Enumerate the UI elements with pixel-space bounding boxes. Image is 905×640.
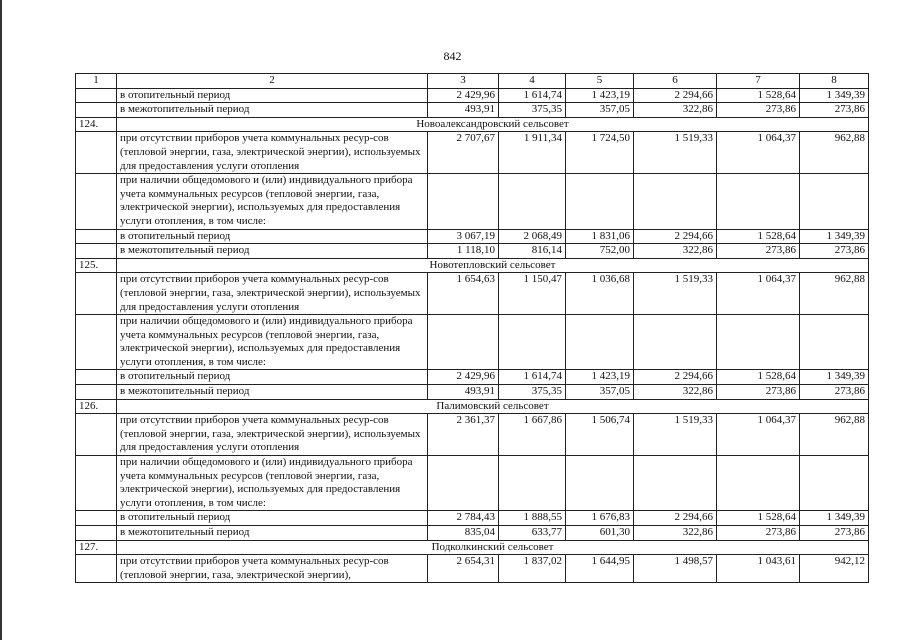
column-header: 1 — [76, 74, 117, 89]
value-cell: 375,35 — [499, 103, 566, 118]
value-cell: 1 519,33 — [634, 273, 717, 315]
value-cell: 2 068,49 — [499, 229, 566, 244]
value-cell — [800, 456, 869, 511]
table-row — [76, 229, 869, 244]
row-label: в межотопительный период — [117, 526, 428, 541]
value-cell: 1 043,61 — [717, 555, 800, 583]
value-cell: 322,86 — [634, 244, 717, 259]
table-row — [76, 103, 869, 118]
column-header: 4 — [499, 74, 566, 89]
value-cell: 1 349,39 — [800, 511, 869, 526]
row-number-cell — [76, 273, 117, 315]
value-cell: 1 064,37 — [717, 132, 800, 174]
row-label: при отсутствии приборов учета коммунальных ресур-сов (тепловой энергии, газа, электрической энергии), — [117, 555, 428, 583]
value-cell: 1 676,83 — [566, 511, 634, 526]
table-row — [76, 315, 869, 370]
value-cell: 1 519,33 — [634, 414, 717, 456]
value-cell — [566, 174, 634, 229]
column-header: 5 — [566, 74, 634, 89]
value-cell: 3 067,19 — [428, 229, 499, 244]
column-header: 6 — [634, 74, 717, 89]
value-cell: 1 654,63 — [428, 273, 499, 315]
value-cell: 1 831,06 — [566, 229, 634, 244]
value-cell: 322,86 — [634, 103, 717, 118]
value-cell: 1 724,50 — [566, 132, 634, 174]
value-cell: 816,14 — [499, 244, 566, 259]
value-cell: 273,86 — [800, 385, 869, 400]
value-cell: 1 667,86 — [499, 414, 566, 456]
value-cell — [717, 456, 800, 511]
value-cell: 1 614,74 — [499, 370, 566, 385]
value-cell: 2 429,96 — [428, 88, 499, 103]
value-cell: 2 784,43 — [428, 511, 499, 526]
value-cell — [428, 315, 499, 370]
value-cell: 1 349,39 — [800, 229, 869, 244]
value-cell: 322,86 — [634, 526, 717, 541]
value-cell: 2 654,31 — [428, 555, 499, 583]
row-number-cell — [76, 244, 117, 259]
value-cell: 1 644,95 — [566, 555, 634, 583]
value-cell: 2 294,66 — [634, 511, 717, 526]
section-row — [76, 258, 869, 273]
table-row — [76, 385, 869, 400]
column-header: 8 — [800, 74, 869, 89]
table-body — [76, 74, 869, 583]
value-cell: 1 349,39 — [800, 88, 869, 103]
section-title: Новотепловский сельсовет — [117, 258, 869, 273]
row-label: при наличии общедомового и (или) индивидуального прибора учета коммунальных ресурсов (тепловой энергии, газа, электрической энергии), используемых для предоставления услуги отопления, в том числе: — [117, 456, 428, 511]
value-cell: 273,86 — [717, 103, 800, 118]
table-row — [76, 555, 869, 583]
value-cell: 1 614,74 — [499, 88, 566, 103]
row-number-cell — [76, 511, 117, 526]
value-cell — [634, 315, 717, 370]
value-cell: 1 528,64 — [717, 229, 800, 244]
row-number-cell — [76, 385, 117, 400]
row-label: в межотопительный период — [117, 244, 428, 259]
row-label: при наличии общедомового и (или) индивидуального прибора учета коммунальных ресурсов (тепловой энергии, газа, электрической энергии), используемых для предоставления услуги отопления, в том числе: — [117, 174, 428, 229]
row-label: при отсутствии приборов учета коммунальных ресур-сов (тепловой энергии, газа, электрической энергии), используемых для предоставления услуги отопления — [117, 414, 428, 456]
value-cell: 1 888,55 — [499, 511, 566, 526]
value-cell: 357,05 — [566, 103, 634, 118]
value-cell — [634, 174, 717, 229]
row-number-cell — [76, 174, 117, 229]
row-number-cell — [76, 370, 117, 385]
value-cell: 273,86 — [717, 526, 800, 541]
value-cell: 2 707,67 — [428, 132, 499, 174]
value-cell: 835,04 — [428, 526, 499, 541]
row-number-cell — [76, 229, 117, 244]
value-cell — [428, 174, 499, 229]
row-number-cell — [76, 88, 117, 103]
value-cell: 273,86 — [800, 103, 869, 118]
value-cell — [428, 456, 499, 511]
tariff-table — [75, 73, 869, 583]
value-cell: 962,88 — [800, 132, 869, 174]
value-cell: 1 506,74 — [566, 414, 634, 456]
value-cell — [499, 174, 566, 229]
row-number-cell — [76, 456, 117, 511]
value-cell: 1 519,33 — [634, 132, 717, 174]
value-cell: 1 423,19 — [566, 88, 634, 103]
table-row — [76, 174, 869, 229]
value-cell — [499, 456, 566, 511]
value-cell: 2 294,66 — [634, 370, 717, 385]
row-label: при отсутствии приборов учета коммунальных ресур-сов (тепловой энергии, газа, электрической энергии), используемых для предоставления услуги отопления — [117, 132, 428, 174]
value-cell: 357,05 — [566, 385, 634, 400]
value-cell: 1 837,02 — [499, 555, 566, 583]
value-cell: 493,91 — [428, 385, 499, 400]
table-row — [76, 526, 869, 541]
section-title: Палимовский сельсовет — [117, 399, 869, 414]
value-cell: 322,86 — [634, 385, 717, 400]
table-row — [76, 370, 869, 385]
row-number-cell — [76, 414, 117, 456]
value-cell — [800, 174, 869, 229]
row-number-cell — [76, 315, 117, 370]
value-cell: 1 064,37 — [717, 414, 800, 456]
section-number: 127. — [76, 540, 117, 555]
row-label: в отопительный период — [117, 370, 428, 385]
value-cell: 633,77 — [499, 526, 566, 541]
row-label: при отсутствии приборов учета коммунальных ресур-сов (тепловой энергии, газа, электрической энергии), используемых для предоставления услуги отопления — [117, 273, 428, 315]
column-header: 3 — [428, 74, 499, 89]
table-row — [76, 244, 869, 259]
value-cell: 1 498,57 — [634, 555, 717, 583]
section-title: Новоалександровский сельсовет — [117, 117, 869, 132]
page-number: 842 — [443, 49, 462, 63]
value-cell: 601,30 — [566, 526, 634, 541]
table-row — [76, 273, 869, 315]
section-row — [76, 117, 869, 132]
row-label: в отопительный период — [117, 88, 428, 103]
table-row — [76, 132, 869, 174]
value-cell — [499, 315, 566, 370]
section-title: Подколкинский сельсовет — [117, 540, 869, 555]
header-row — [76, 74, 869, 89]
value-cell — [717, 174, 800, 229]
table-row — [76, 511, 869, 526]
value-cell: 493,91 — [428, 103, 499, 118]
value-cell — [634, 456, 717, 511]
value-cell: 1 036,68 — [566, 273, 634, 315]
value-cell: 1 349,39 — [800, 370, 869, 385]
section-number: 124. — [76, 117, 117, 132]
value-cell — [566, 456, 634, 511]
row-label: в межотопительный период — [117, 385, 428, 400]
value-cell: 1 528,64 — [717, 511, 800, 526]
row-number-cell — [76, 555, 117, 583]
value-cell — [717, 315, 800, 370]
value-cell: 375,35 — [499, 385, 566, 400]
value-cell: 273,86 — [717, 244, 800, 259]
value-cell: 2 294,66 — [634, 229, 717, 244]
value-cell — [566, 315, 634, 370]
row-label: в межотопительный период — [117, 103, 428, 118]
row-label: при наличии общедомового и (или) индивидуального прибора учета коммунальных ресурсов (тепловой энергии, газа, электрической энергии), используемых для предоставления услуги отопления, в том числе: — [117, 315, 428, 370]
value-cell: 2 361,37 — [428, 414, 499, 456]
table-row — [76, 414, 869, 456]
value-cell: 1 064,37 — [717, 273, 800, 315]
row-label: в отопительный период — [117, 511, 428, 526]
value-cell: 273,86 — [800, 244, 869, 259]
column-header: 7 — [717, 74, 800, 89]
section-row — [76, 540, 869, 555]
value-cell: 1 118,10 — [428, 244, 499, 259]
value-cell: 2 294,66 — [634, 88, 717, 103]
value-cell: 2 429,96 — [428, 370, 499, 385]
value-cell: 1 150,47 — [499, 273, 566, 315]
table-row — [76, 88, 869, 103]
value-cell: 962,88 — [800, 273, 869, 315]
value-cell: 752,00 — [566, 244, 634, 259]
column-header: 2 — [117, 74, 428, 89]
section-number: 126. — [76, 399, 117, 414]
section-row — [76, 399, 869, 414]
row-label: в отопительный период — [117, 229, 428, 244]
row-number-cell — [76, 132, 117, 174]
value-cell — [800, 315, 869, 370]
row-number-cell — [76, 526, 117, 541]
value-cell: 1 528,64 — [717, 370, 800, 385]
row-number-cell — [76, 103, 117, 118]
value-cell: 1 528,64 — [717, 88, 800, 103]
value-cell: 273,86 — [717, 385, 800, 400]
scan-edge — [0, 0, 2, 640]
value-cell: 1 911,34 — [499, 132, 566, 174]
section-number: 125. — [76, 258, 117, 273]
table-row — [76, 456, 869, 511]
value-cell: 273,86 — [800, 526, 869, 541]
value-cell: 962,88 — [800, 414, 869, 456]
value-cell: 1 423,19 — [566, 370, 634, 385]
value-cell: 942,12 — [800, 555, 869, 583]
